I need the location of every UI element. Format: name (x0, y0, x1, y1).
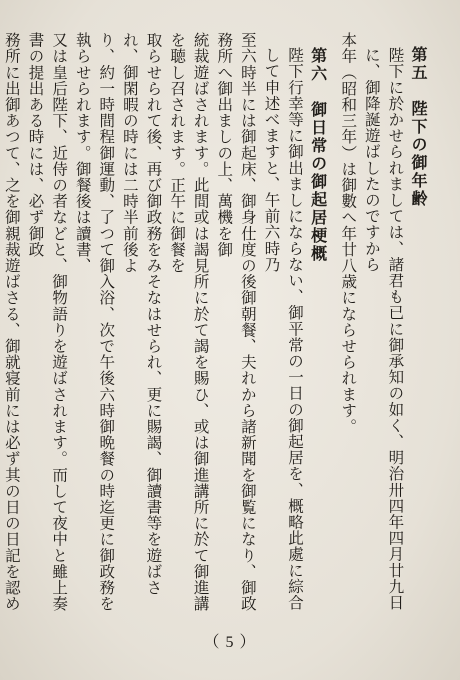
section-5-number: 第五 (409, 46, 428, 82)
section-6-title: 御日常の御起居梗概 (308, 101, 328, 263)
section-6-line: 又は皇后陛下、近侍の者などと、御物語りを遊ばされます。而して夜中と雖上奏書の提出ある時には、必ず御政 (26, 32, 69, 612)
section-6-line: 至六時半には御起床、御身仕度の後御朝餐、夫れから諸新聞を御覧になり、御政務所へ御出ましの上、萬機を御 (215, 32, 257, 612)
section-6-line: り、約一時間程御運動、了つて御入浴、次で午後六時御晩餐の時迄更に御政務を執らせられます。御餐後は讀書、 (73, 32, 116, 612)
section-6-heading (306, 32, 330, 624)
section-6-line: 取らせられて後、再び御政務をみそなはせられ、更に賜謁、御讀書等を遊ばされ、御閑暇の時には二時半前後よ (120, 32, 163, 596)
section-6-line: 陛下行幸等に御出ましにならない、御平常の一日の御起居を、概略此處に綜合して申述べますと、午前六時乃 (262, 47, 305, 611)
section-5-title: 陛下の御年齢 (409, 100, 428, 208)
section-5-line: 陛下に於かせられましては、諸君も已に御承知の如く、明治卅四年四月廿九日に、御降誕遊ばしたのですから (362, 47, 405, 611)
section-5-line: 本年（昭和三年）は御數へ年廿八歳にならせられます。 (339, 32, 358, 435)
vertical-text-body (2, 32, 430, 624)
page-number: （ 5 ） (203, 634, 257, 651)
section-6-line: 務所に出御あつて、之を御親裁遊ばさる、御就寝前には必ず其の日の日記を認め (2, 32, 21, 612)
section-6-number: 第六 (308, 47, 328, 83)
section-5-heading (406, 32, 430, 624)
section-6-line: 統裁遊ばされます。此間或は謁見所に於て謁を賜ひ、或は御進講所に於て御進講を聴し召されます。正午に御餐を (168, 32, 210, 612)
